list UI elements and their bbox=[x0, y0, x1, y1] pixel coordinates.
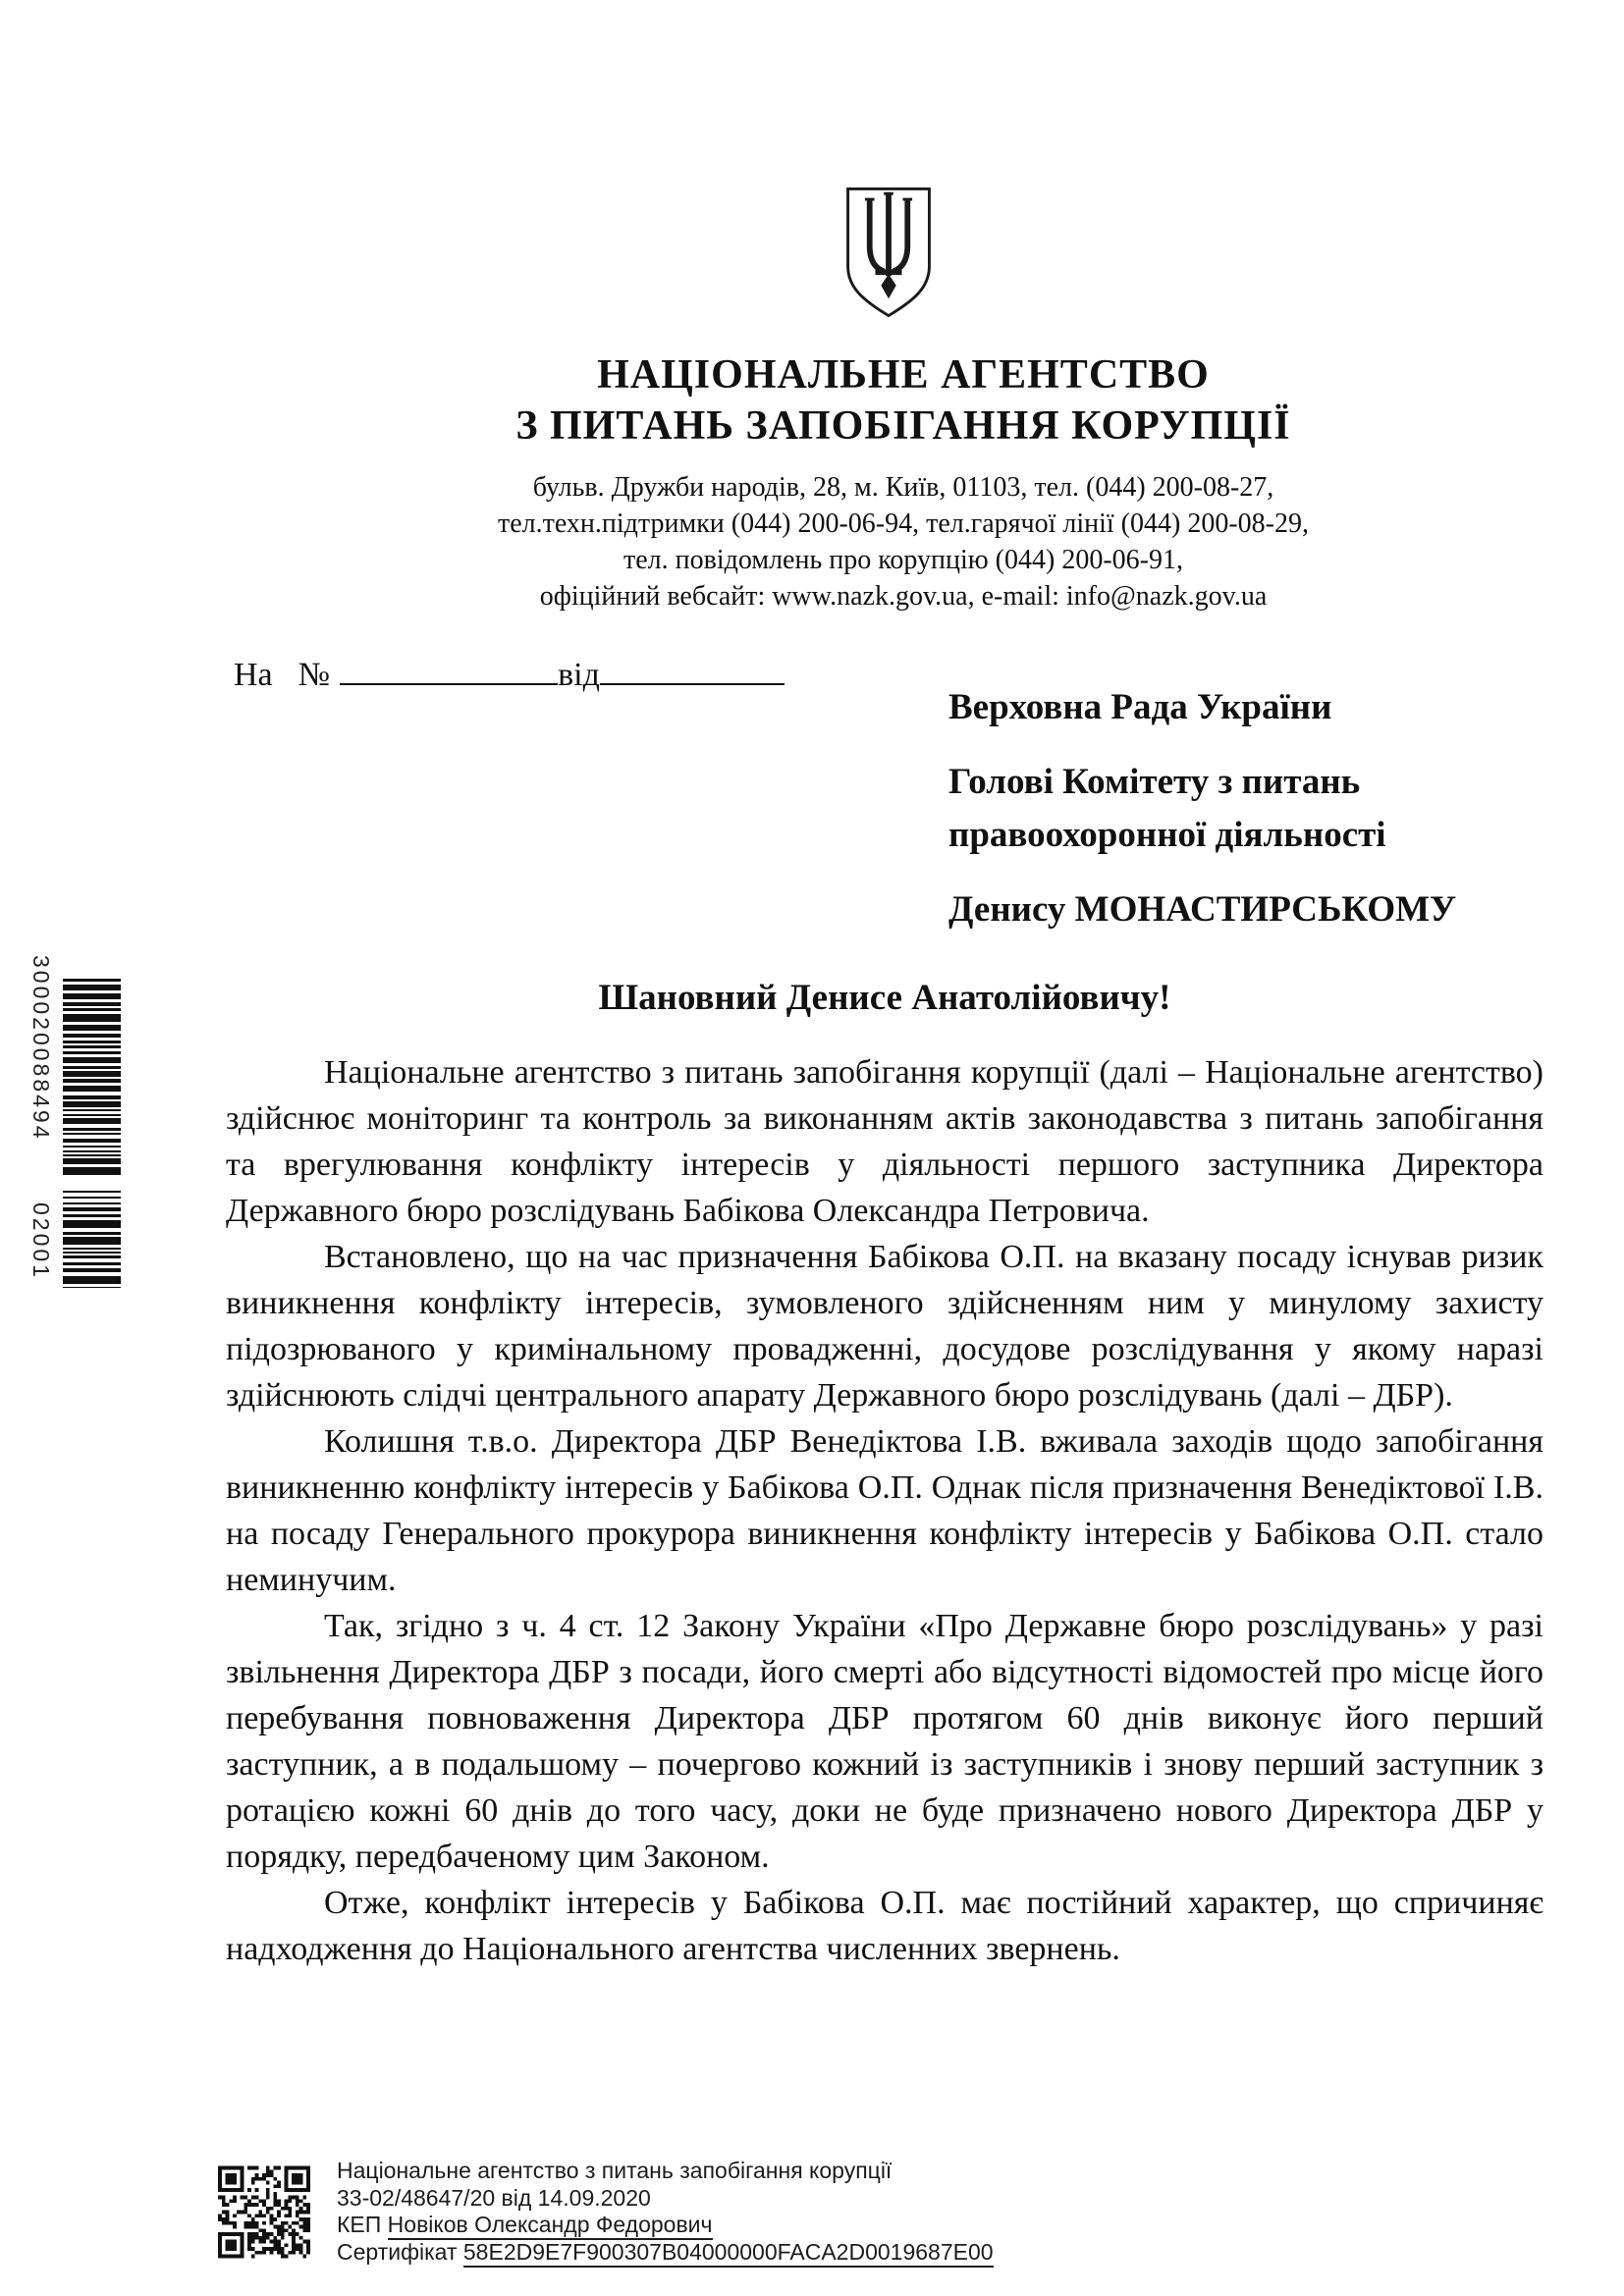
body-paragraph: Національне агентство з питань запобігання корупції (далі – Національне агентство) здійснює моніторинг та контроль за виконанням актів законодавства з питань запобігання та врегулювання конфлікту інтересів у діяльності першого заступника Директора Державного бюро розслідувань Бабікова Олександра Петровича. bbox=[226, 1054, 1543, 1229]
body-paragraph: Колишня т.в.о. Директора ДБР Венедіктова І.В. вживала заходів щодо запобігання виникненню конфлікту інтересів у Бабікова О.П. Однак після призначення Венедіктової І.В. на посаду Генерального прокурора виникнення конфлікту інтересів у Бабікова О.П. стало неминучим. bbox=[226, 1423, 1543, 1598]
barcode-digits-group2: 02001 bbox=[28, 1202, 54, 1280]
signature-cert-line bbox=[337, 2239, 1220, 2267]
signature-stamp bbox=[337, 2158, 1220, 2266]
signature-kep-line bbox=[337, 2212, 1220, 2239]
org-address-line: тел. повідомлень про корупцію (044) 200-06-91, bbox=[623, 545, 1183, 575]
recipient-block bbox=[948, 681, 1518, 936]
barcode-bars-group1 bbox=[63, 979, 121, 1177]
org-name-line1: НАЦІОНАЛЬНЕ АГЕНТСТВО bbox=[597, 352, 1210, 398]
recipient-line: Верховна Рада України bbox=[948, 687, 1332, 727]
body-paragraph: Встановлено, що на час призначення Бабікова О.П. на вказану посаду існував ризик виникнення конфлікту інтересів, зумовленого здійсненням ним у минулому захисту підозрюваного у кримінальному провадженні, досудове розслідування у якому наразі здійснюють слідчі центрального апарату Державного бюро розслідувань (далі – ДБР). bbox=[226, 1239, 1543, 1414]
barcode-digits-group1: 300020088494 bbox=[28, 955, 54, 1142]
ref-vid: від bbox=[558, 657, 600, 693]
cert-label: Сертифікат bbox=[337, 2238, 463, 2265]
org-address-line: тел.техн.підтримки (044) 200-06-94, тел.гарячої лінії (044) 200-08-29, bbox=[498, 508, 1309, 539]
org-name-line2: З ПИТАНЬ ЗАПОБІГАННЯ КОРУПЦІЇ bbox=[515, 403, 1291, 449]
recipient-line: Голові Комітету з питань bbox=[948, 762, 1361, 802]
org-address-line: офіційний вебсайт: www.nazk.gov.ua, e-mail: info@nazk.gov.ua bbox=[539, 581, 1268, 612]
cert-value: 58E2D9E7F900307B04000000FACA2D0019687E00 bbox=[463, 2239, 994, 2268]
signature-org: Національне агентство з питань запобігання корупції bbox=[337, 2158, 893, 2183]
ref-prefix: На bbox=[234, 657, 273, 693]
qr-code bbox=[218, 2164, 310, 2260]
kep-name: Новіков Олександр Федорович bbox=[388, 2212, 713, 2240]
barcode-bars-group2 bbox=[63, 1191, 121, 1288]
letter-body bbox=[226, 1049, 1543, 1972]
recipient-line: Денису МОНАСТИРСЬКОМУ bbox=[948, 889, 1457, 930]
kep-label: КЕП bbox=[337, 2212, 388, 2237]
org-address bbox=[226, 469, 1581, 614]
reference-line bbox=[234, 650, 785, 694]
signature-doc-ref: 33-02/48647/20 від 14.09.2020 bbox=[337, 2184, 651, 2211]
ref-date-blank bbox=[600, 650, 785, 685]
body-paragraph: Отже, конфлікт інтересів у Бабікова О.П. має постійний характер, що спричиняє надходження до Національного агентства численних звернень. bbox=[226, 1885, 1543, 1967]
ukraine-trident-emblem bbox=[837, 180, 941, 325]
org-address-line: бульв. Дружби народів, 28, м. Київ, 01103, тел. (044) 200-08-27, bbox=[532, 472, 1274, 503]
salutation: Шановний Денисе Анатолійовичу! bbox=[598, 978, 1171, 1018]
ref-number-blank bbox=[340, 650, 558, 685]
recipient-line: правоохоронної діяльності bbox=[948, 815, 1386, 855]
body-paragraph: Так, згідно з ч. 4 ст. 12 Закону України «Про Державне бюро розслідувань» у разі звільнення Директора ДБР з посади, його смерті або відсутності відомостей про місце його перебування повноваження Директора ДБР протягом 60 днів виконує його перший заступник, а в подальшому – почергово кожний із заступників і знову перший заступник з ротацією кожні 60 днів до того часу, доки не буде призначено нового Директора ДБР у порядку, передбаченому цим Законом. bbox=[226, 1608, 1543, 1875]
ref-number-sign: № bbox=[298, 657, 331, 693]
trident-icon bbox=[837, 180, 941, 325]
org-name bbox=[226, 349, 1581, 452]
